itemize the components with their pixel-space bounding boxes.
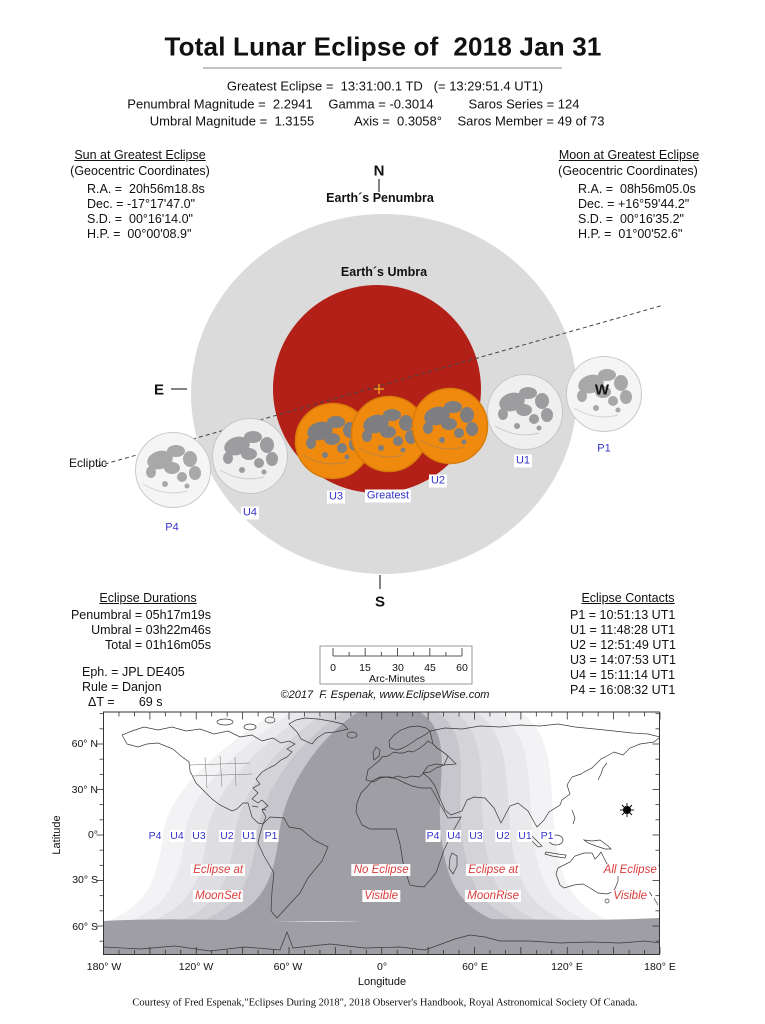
param-delta-t: ΔT = 69 s [88,695,163,709]
compass-west: W [594,381,610,399]
lat-60n: 60° N [71,738,98,750]
map-west-u1: U1 [242,830,256,842]
region-line: No Eclipse [353,864,409,876]
duration-umbral: Umbral = 03h22m46s [91,623,211,637]
sun-sd: S.D. = 00°16'14.0" [87,212,193,226]
duration-total: Total = 01h16m05s [105,638,211,652]
compass-south: S [374,593,386,611]
lon-120e: 120° E [551,961,583,973]
region-line: Eclipse at [468,864,519,876]
moon-u4 [213,419,288,494]
map-east-u3: U3 [469,830,483,842]
region-line: Visible [613,890,648,902]
contact-label-u3: U3 [328,490,344,503]
contact-label-p1: P1 [597,442,611,455]
region-no-eclipse-visible [345,851,410,903]
contact-label-p4: P4 [165,521,179,534]
duration-penumbral: Penumbral = 05h17m19s [70,608,211,622]
sun-block-subheading: (Geocentric Coordinates) [70,164,210,178]
umbra-label: Earth´s Umbra [340,265,428,279]
map-west-p4: P4 [148,830,162,842]
sun-ra: R.A. = 20h56m18.8s [87,182,205,196]
zenith-star [620,803,634,817]
scalebar-tick-45: 45 [424,662,436,674]
lat-60s: 60° S [72,921,98,933]
moon-dec: Dec. = +16°59'44.2" [578,197,690,211]
map-shading [104,712,660,955]
penumbra-label: Earth´s Penumbra [326,191,434,205]
map-west-p1: P1 [264,830,278,842]
region-eclipse-at-moonset [185,851,245,903]
contact-u4-time: U4 = 15:11:14 UT1 [570,668,676,682]
sun-hp: H.P. = 00°00'08.9" [87,227,192,241]
moon-block-heading: Moon at Greatest Eclipse [558,148,700,162]
lon-180w: 180° W [86,961,122,973]
contact-p1-time: P1 = 10:51:13 UT1 [570,608,676,622]
lat-30s: 30° S [72,874,98,886]
lon-180e: 180° E [644,961,676,973]
map-xlabel: Longitude [357,976,407,988]
lon-120w: 120° W [178,961,214,973]
sun-dec: Dec. = -17°17'47.0" [87,197,196,211]
lon-60w: 60° W [273,961,303,973]
moon-u2 [413,389,488,464]
map-west-u3: U3 [192,830,206,842]
region-line: Visible [364,890,399,902]
moon-sd: S.D. = 00°16'35.2" [578,212,684,226]
region-all-eclipse-visible [595,851,658,903]
durations-heading: Eclipse Durations [99,591,197,605]
param-ephemeris: Eph. = JPL DE405 [82,665,185,679]
stat-gamma: Gamma = -0.3014 [328,96,434,112]
moon-block-subheading: (Geocentric Coordinates) [558,164,698,178]
compass-north: N [373,162,385,180]
scalebar-tick-30: 30 [392,662,404,674]
stat-umbral-magnitude: Umbral Magnitude = 1.3155 [149,113,315,129]
region-line: MoonSet [195,890,242,902]
region-line: MoonRise [467,890,520,902]
scalebar-unit: Arc-Minutes [368,673,426,685]
moon-hp: H.P. = 01°00'52.6" [578,227,683,241]
contact-u2-time: U2 = 12:51:49 UT1 [570,638,676,652]
map-east-p4: P4 [426,830,440,842]
scalebar-tick-15: 15 [359,662,371,674]
contact-label-u4: U4 [242,506,258,519]
map-east-u2: U2 [496,830,510,842]
greatest-eclipse-line: Greatest Eclipse = 13:31:00.1 TD (= 13:29:51.4 UT1) [226,78,544,94]
footer-credit: Courtesy of Fred Espenak,"Eclipses During 2018", 2018 Observer's Handbook, Royal Astronomical Society Of Canada. [132,997,638,1009]
ecliptic-label: Ecliptic [68,456,108,470]
param-rule: Rule = Danjon [82,680,162,694]
map-west-u4: U4 [170,830,184,842]
page-title: Total Lunar Eclipse of 2018 Jan 31 [164,31,602,62]
contact-label-u1: U1 [515,454,531,467]
scalebar-tick-0: 0 [330,662,336,674]
moon-ra: R.A. = 08h56m05.0s [578,182,696,196]
map-east-p1: P1 [540,830,554,842]
map-east-u1: U1 [518,830,532,842]
lat-30n: 30° N [71,784,98,796]
map-east-u4: U4 [447,830,461,842]
stat-penumbral-magnitude: Penumbral Magnitude = 2.2941 [127,96,313,112]
moon-u1 [488,375,563,450]
stat-axis: Axis = 0.3058° [354,113,442,129]
contact-label-greatest: Greatest [366,489,410,502]
contacts-heading: Eclipse Contacts [581,591,675,605]
map-west-u2: U2 [220,830,234,842]
compass-east: E [153,381,165,399]
region-line: All Eclipse [603,864,657,876]
region-line: Eclipse at [193,864,244,876]
contact-label-u2: U2 [430,474,446,487]
contact-u1-time: U1 = 11:48:28 UT1 [570,623,676,637]
stat-saros-member: Saros Member = 49 of 73 [457,113,605,129]
credit-line: ©2017 F. Espenak, www.EclipseWise.com [280,689,490,701]
stat-saros-series: Saros Series = 124 [468,96,580,112]
region-eclipse-at-moonrise [459,851,521,903]
scalebar-tick-60: 60 [456,662,468,674]
sun-block-heading: Sun at Greatest Eclipse [74,148,206,162]
map-ylabel: Latitude [51,815,63,855]
moon-p4 [136,433,211,508]
lon-60e: 60° E [462,961,488,973]
lat-0: 0° [87,829,98,841]
contact-u3-time: U3 = 14:07:53 UT1 [570,653,676,667]
contact-p4-time: P4 = 16:08:32 UT1 [570,683,676,697]
lon-0: 0° [376,961,388,973]
